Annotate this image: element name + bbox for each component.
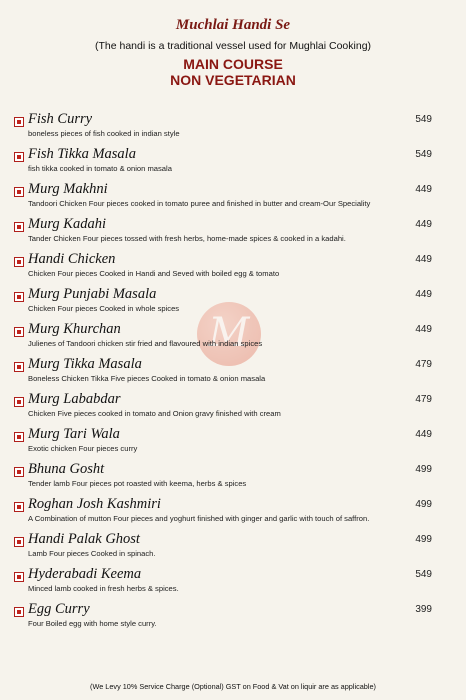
dish-name: Hyderabadi Keema xyxy=(28,566,142,582)
list-item xyxy=(0,393,466,425)
bullet-icon xyxy=(14,152,24,162)
dish-price: 449 xyxy=(415,184,432,195)
dish-price: 479 xyxy=(415,394,432,405)
dish-name: Egg Curry xyxy=(28,601,90,617)
bullet-icon xyxy=(14,397,24,407)
dish-description: fish tikka cooked in tomato & onion masala xyxy=(28,164,172,173)
dish-price: 399 xyxy=(415,604,432,615)
list-item xyxy=(0,253,466,285)
bullet-icon xyxy=(14,187,24,197)
dish-price: 549 xyxy=(415,149,432,160)
dish-price: 449 xyxy=(415,429,432,440)
dish-price: 479 xyxy=(415,359,432,370)
dish-name: Roghan Josh Kashmiri xyxy=(28,496,161,512)
dish-name: Murg Tikka Masala xyxy=(28,356,142,372)
dish-description: boneless pieces of fish cooked in indian style xyxy=(28,129,180,138)
dish-description: Boneless Chicken Tikka Five pieces Cooked in tomato & onion masala xyxy=(28,374,266,383)
dish-price: 449 xyxy=(415,219,432,230)
dish-price: 499 xyxy=(415,499,432,510)
watermark-letter: M xyxy=(208,310,250,356)
bullet-icon xyxy=(14,502,24,512)
dish-name: Fish Curry xyxy=(28,111,93,127)
list-item xyxy=(0,218,466,250)
dish-description: Chicken Four pieces Cooked in Handi and Seved with boiled egg & tomato xyxy=(28,269,280,278)
section-subtitle: (The handi is a traditional vessel used for Mughlai Cooking) xyxy=(94,40,372,52)
bullet-icon xyxy=(14,467,24,477)
dish-description: Tander Chicken Four pieces tossed with fresh herbs, home-made spices & cooked in a kadahi. xyxy=(28,234,346,243)
bullet-icon xyxy=(14,327,24,337)
list-item xyxy=(0,183,466,215)
list-item xyxy=(0,568,466,600)
dish-description: Chicken Four pieces Cooked in whole spices xyxy=(28,304,180,313)
dish-name: Fish Tikka Masala xyxy=(28,146,136,162)
dish-price: 549 xyxy=(415,114,432,125)
dish-description: Tandoori Chicken Four pieces cooked in tomato puree and finished in butter and cream-Our Speciality xyxy=(28,199,371,208)
course-heading: MAIN COURSE xyxy=(183,56,283,72)
dish-description: Minced lamb cooked in fresh herbs & spices. xyxy=(28,584,179,593)
dish-name: Murg Punjabi Masala xyxy=(28,286,157,302)
list-item xyxy=(0,113,466,145)
dish-name: Murg Khurchan xyxy=(28,321,121,337)
bullet-icon xyxy=(14,432,24,442)
dish-description: A Combination of mutton Four pieces and yoghurt finished with ginger and garlic with touch of saffron. xyxy=(28,514,370,523)
list-item xyxy=(0,463,466,495)
restaurant-section-title: Muchlai Handi Se xyxy=(175,17,291,33)
dish-description: Four Boiled egg with home style curry. xyxy=(28,619,157,628)
dish-description: Lamb Four pieces Cooked in spinach. xyxy=(28,549,156,558)
list-item xyxy=(0,533,466,565)
list-item xyxy=(0,428,466,460)
bullet-icon xyxy=(14,607,24,617)
dish-name: Bhuna Gosht xyxy=(28,461,105,477)
bullet-icon xyxy=(14,292,24,302)
dish-price: 449 xyxy=(415,289,432,300)
category-heading: NON VEGETARIAN xyxy=(170,72,296,88)
dish-name: Murg Kadahi xyxy=(28,216,107,232)
bullet-icon xyxy=(14,572,24,582)
list-item xyxy=(0,148,466,180)
dish-name: Murg Tari Wala xyxy=(28,426,120,442)
footer-note: (We Levy 10% Service Charge (Optional) GST on Food & Vat on liquir are as applicable) xyxy=(90,682,376,691)
dish-name: Murg Lababdar xyxy=(28,391,121,407)
list-item xyxy=(0,323,466,355)
dish-name: Murg Makhni xyxy=(28,181,108,197)
dish-description: Julienes of Tandoori chicken stir fried and flavoured with indian spices xyxy=(28,339,263,348)
list-item xyxy=(0,288,466,320)
dish-description: Chicken Five pieces cooked in tomato and Onion gravy finished with cream xyxy=(28,409,281,418)
bullet-icon xyxy=(14,362,24,372)
dish-name: Handi Palak Ghost xyxy=(28,531,140,547)
bullet-icon xyxy=(14,117,24,127)
dish-price: 449 xyxy=(415,324,432,335)
list-item xyxy=(0,498,466,530)
dish-price: 499 xyxy=(415,534,432,545)
dish-name: Handi Chicken xyxy=(28,251,116,267)
bullet-icon xyxy=(14,537,24,547)
list-item xyxy=(0,358,466,390)
dish-price: 449 xyxy=(415,254,432,265)
dish-description: Exotic chicken Four pieces curry xyxy=(28,444,138,453)
dish-description: Tender lamb Four pieces pot roasted with keema, herbs & spices xyxy=(28,479,247,488)
bullet-icon xyxy=(14,257,24,267)
dish-price: 499 xyxy=(415,464,432,475)
bullet-icon xyxy=(14,222,24,232)
list-item xyxy=(0,603,466,635)
dish-price: 549 xyxy=(415,569,432,580)
